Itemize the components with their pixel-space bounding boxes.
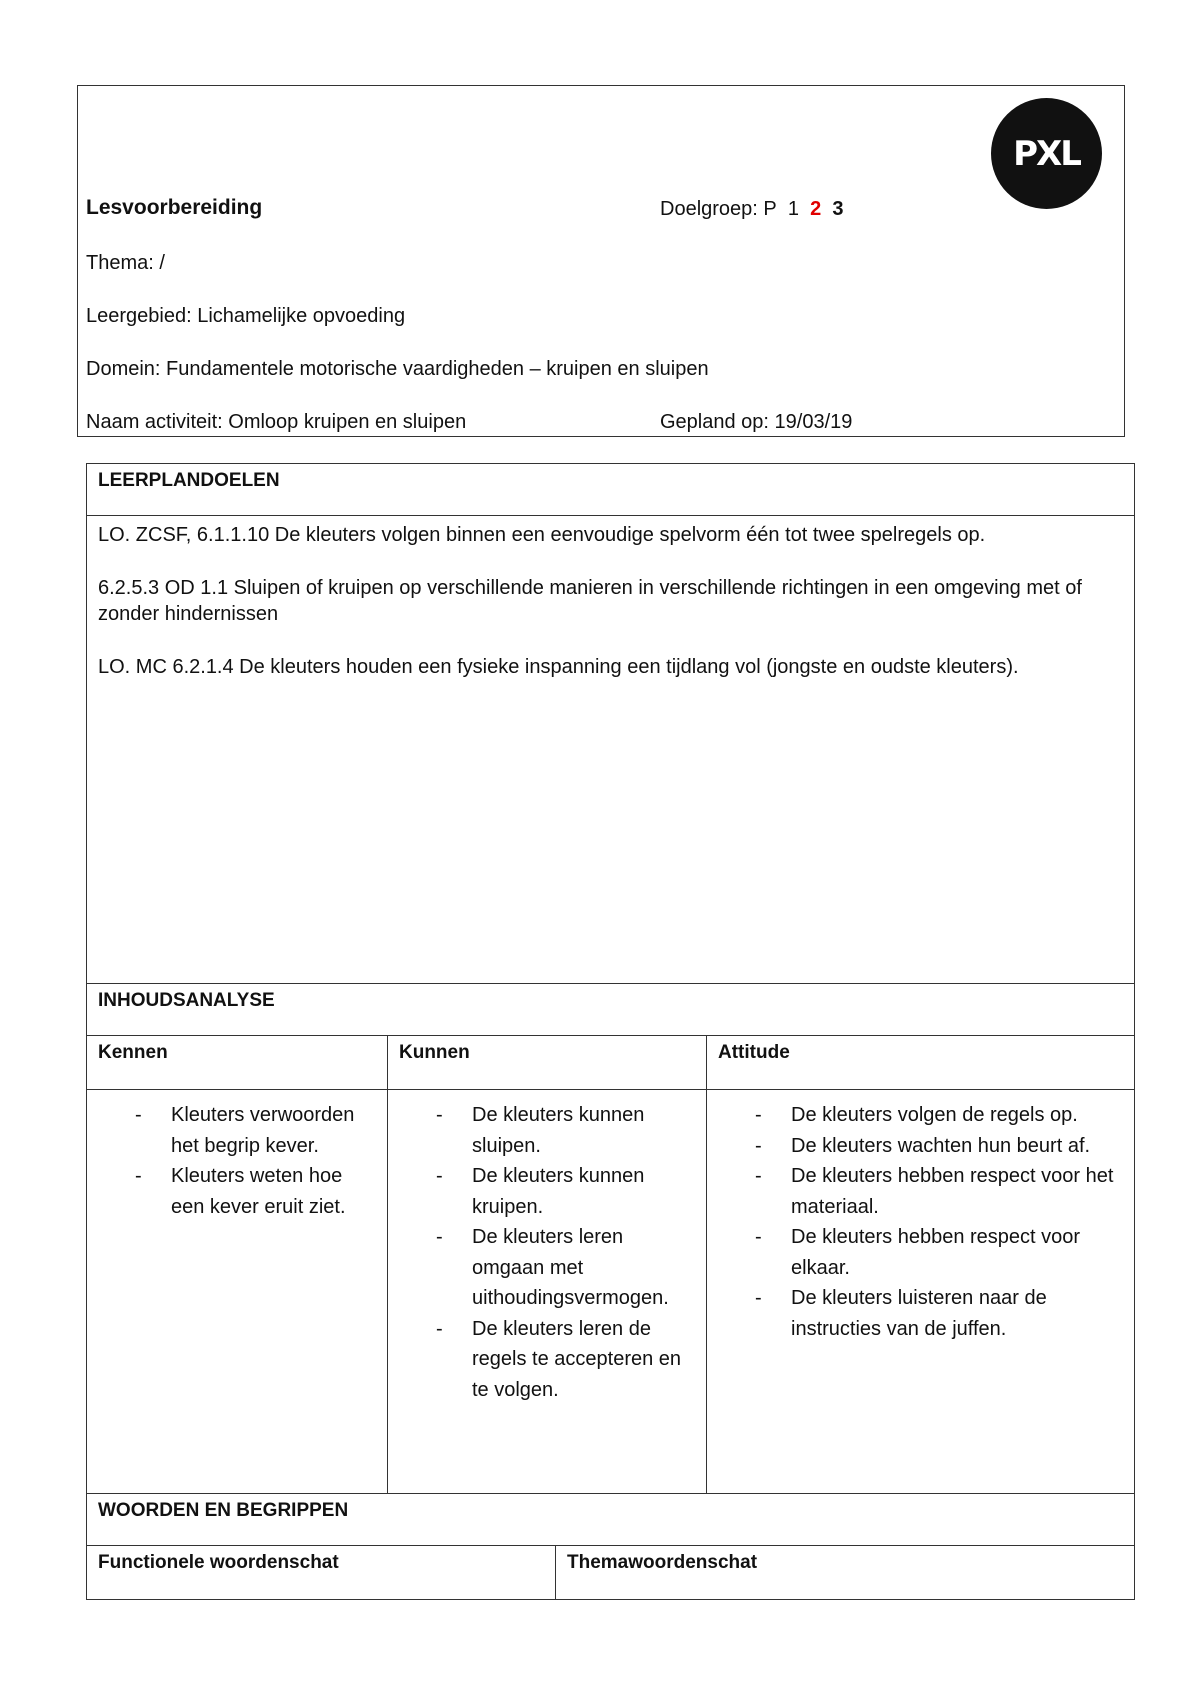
logo-text: PXL (1013, 133, 1080, 174)
pxl-logo (991, 98, 1102, 209)
attitude-cell (707, 1090, 1135, 1494)
list-item: - De kleuters luisteren naar de instructies van de juffen. (718, 1283, 1123, 1344)
lesson-table (86, 463, 1135, 1600)
header-box (77, 85, 1125, 437)
woorden-heading: WOORDEN EN BEGRIPPEN (87, 1494, 1135, 1546)
page-title: Lesvoorbereiding (86, 196, 263, 219)
kunnen-heading: Kunnen (388, 1036, 707, 1090)
kennen-heading: Kennen (87, 1036, 388, 1090)
leergebied: Leergebied: Lichamelijke opvoeding (86, 305, 406, 327)
doelgroep-2: 2 (810, 198, 822, 220)
doelgroep (660, 198, 844, 221)
functionele-woordenschat: Functionele woordenschat (87, 1546, 556, 1600)
leerplandoelen-content (87, 516, 1135, 984)
themawoordenschat: Themawoordenschat (556, 1546, 1135, 1600)
leerplandoel-item: LO. MC 6.2.1.4 De kleuters houden een fysieke inspanning een tijdlang vol (jongste en oudste kleuters). (98, 656, 1019, 678)
leerplandoel-item: LO. ZCSF, 6.1.1.10 De kleuters volgen binnen een eenvoudige spelvorm één tot twee spelregels op. (98, 524, 986, 546)
domein: Domein: Fundamentele motorische vaardigheden – kruipen en sluipen (86, 358, 709, 380)
doelgroep-3: 3 (832, 198, 844, 220)
naam-activiteit: Naam activiteit: Omloop kruipen en sluipen (86, 411, 467, 433)
thema: Thema: / (86, 252, 165, 274)
inhoudsanalyse-heading: INHOUDSANALYSE (87, 984, 1135, 1036)
doelgroep-1: 1 (787, 198, 799, 220)
gepland-op: Gepland op: 19/03/19 (660, 411, 853, 433)
leerplandoelen-heading: LEERPLANDOELEN (87, 464, 1135, 516)
list-item: - De kleuters hebben respect voor elkaar. (718, 1222, 1123, 1283)
list-item: - Kleuters verwoorden het begrip kever. (98, 1100, 376, 1161)
list-item: - De kleuters volgen de regels op. (718, 1100, 1123, 1131)
kunnen-cell (388, 1090, 707, 1494)
doelgroep-label: Doelgroep: P (660, 198, 777, 220)
list-item: - De kleuters hebben respect voor het materiaal. (718, 1161, 1123, 1222)
list-item: - De kleuters leren de regels te accepteren en te volgen. (399, 1314, 695, 1406)
list-item: - De kleuters kunnen kruipen. (399, 1161, 695, 1222)
kennen-cell (87, 1090, 388, 1494)
list-item: - De kleuters wachten hun beurt af. (718, 1131, 1123, 1162)
list-item: - De kleuters kunnen sluipen. (399, 1100, 695, 1161)
list-item: - De kleuters leren omgaan met uithoudingsvermogen. (399, 1222, 695, 1314)
leerplandoel-item: 6.2.5.3 OD 1.1 Sluipen of kruipen op verschillende manieren in verschillende richtingen in een omgeving met of zonder hindernissen (98, 577, 1082, 625)
attitude-heading: Attitude (707, 1036, 1135, 1090)
list-item: - Kleuters weten hoe een kever eruit ziet. (98, 1161, 376, 1222)
